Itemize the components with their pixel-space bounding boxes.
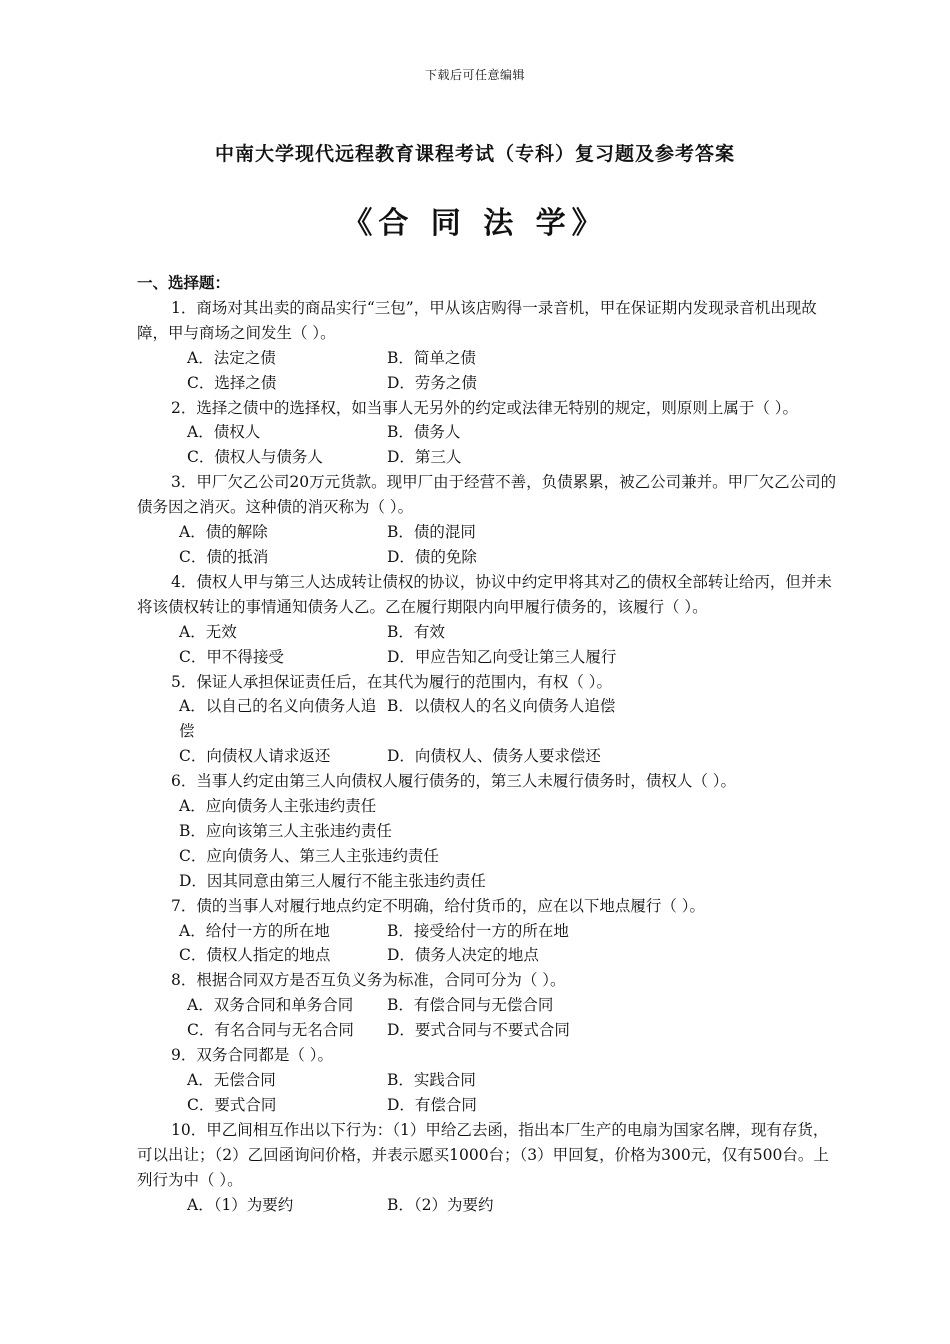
option: D．向债权人、债务人要求偿还 bbox=[387, 747, 601, 766]
question-text: 6．当事人约定由第三人向债权人履行债务的，第三人未履行债务时，债权人（ ）。 bbox=[171, 772, 737, 791]
exam-title: 中南大学现代远程教育课程考试（专科）复习题及参考答案 bbox=[214, 143, 735, 165]
option: A．以自己的名义向债务人追偿 bbox=[179, 697, 377, 741]
option: D．第三人 bbox=[387, 448, 462, 467]
option: D．债务人决定的地点 bbox=[387, 946, 539, 965]
option-row bbox=[137, 420, 837, 445]
option: D．因其同意由第三人履行不能主张违约责任 bbox=[179, 871, 486, 890]
section-heading: 一、选择题： bbox=[137, 273, 231, 292]
option: B．以债权人的名义向债务人追偿 bbox=[387, 697, 616, 716]
option: D．有偿合同 bbox=[387, 1095, 477, 1114]
option: A．无效 bbox=[179, 622, 237, 641]
question-text: 7．债的当事人对履行地点约定不明确，给付货币的，应在以下地点履行（ ）。 bbox=[171, 896, 706, 915]
option-row bbox=[137, 545, 837, 570]
question-list bbox=[137, 271, 837, 1217]
option: A．债的解除 bbox=[179, 523, 268, 542]
option-row bbox=[137, 744, 837, 769]
option: C．有名合同与无名合同 bbox=[187, 1021, 354, 1040]
question-text: 4．债权人甲与第三人达成转让债权的协议，协议中约定甲将其对乙的债权全部转让给丙，但并未将该债权转让的事情通知债务人乙。乙在履行期限内向甲履行债务的，该履行（ ）。 bbox=[137, 572, 832, 616]
option-row bbox=[137, 694, 837, 744]
option: B．简单之债 bbox=[387, 348, 476, 367]
question-text: 8．根据合同双方是否互负义务为标准，合同可分为（ ）。 bbox=[171, 971, 566, 990]
option: C．甲不得接受 bbox=[179, 647, 284, 666]
option: A．法定之债 bbox=[187, 348, 276, 367]
question-text: 5．保证人承担保证责任后，在其代为履行的范围内，有权（ ）。 bbox=[171, 672, 613, 691]
option: A．应向债务人主张违约责任 bbox=[179, 797, 377, 816]
option: C．应向债务人、第三人主张违约责任 bbox=[179, 846, 439, 865]
option: A．无偿合同 bbox=[187, 1071, 276, 1089]
option: D．甲应告知乙向受让第三人履行 bbox=[387, 647, 617, 666]
option-row bbox=[137, 1068, 837, 1093]
option-row bbox=[137, 346, 837, 371]
option: A．（1）为要约 bbox=[187, 1195, 294, 1214]
option: C．要式合同 bbox=[187, 1095, 277, 1114]
option-row bbox=[137, 620, 837, 645]
question-text: 3．甲厂欠乙公司20万元货款。现甲厂由于经营不善，负债累累，被乙公司兼并。甲厂欠乙公司的债务因之消灭。这种债的消灭称为（ ）。 bbox=[137, 473, 837, 517]
option-row bbox=[137, 919, 837, 944]
option: C．债权人与债务人 bbox=[187, 448, 323, 467]
question-text: 9．双务合同都是（ ）。 bbox=[171, 1046, 334, 1065]
option-row bbox=[137, 993, 837, 1018]
option: B．应向该第三人主张违约责任 bbox=[179, 821, 392, 840]
option-row bbox=[137, 1018, 837, 1043]
option: A．给付一方的所在地 bbox=[179, 921, 330, 940]
option: B．有效 bbox=[387, 622, 445, 641]
option: C．选择之债 bbox=[187, 373, 277, 392]
option: C．向债权人请求返还 bbox=[179, 747, 331, 766]
option: B．实践合同 bbox=[387, 1071, 476, 1089]
question-text: 10．甲乙间相互作出以下行为：（1）甲给乙去函，指出本厂生产的电扇为国家名牌，现有存货，可以出让；（2）乙回函询问价格，并表示愿买1000台；（3）甲回复，价格为300元，仅有500台。上列行为中（ ）。 bbox=[137, 1120, 829, 1189]
option-row bbox=[137, 371, 837, 396]
option-row bbox=[137, 943, 837, 968]
option: A．双务合同和单务合同 bbox=[187, 996, 354, 1015]
option-row bbox=[137, 445, 837, 470]
option-row bbox=[137, 1193, 837, 1218]
option-row bbox=[137, 1093, 837, 1118]
option: B．（2）为要约 bbox=[387, 1195, 494, 1214]
option: B．有偿合同与无偿合同 bbox=[387, 996, 554, 1015]
option: B．债务人 bbox=[387, 423, 461, 442]
question-text: 2．选择之债中的选择权，如当事人无另外的约定或法律无特别的规定，则原则上属于（ ）。 bbox=[171, 398, 799, 417]
option: C．债权人指定的地点 bbox=[179, 946, 331, 965]
question-text: 1．商场对其出卖的商品实行“三包”，甲从该店购得一录音机，甲在保证期内发现录音机出现故障，甲与商场之间发生（ ）。 bbox=[137, 298, 817, 342]
course-title: 《合 同 法 学》 bbox=[342, 206, 608, 241]
option-row bbox=[137, 645, 837, 670]
option: A．债权人 bbox=[187, 423, 261, 442]
option: B．接受给付一方的所在地 bbox=[387, 921, 569, 940]
option: B．债的混同 bbox=[387, 523, 476, 542]
option: C．债的抵消 bbox=[179, 547, 269, 566]
option: D．债的免除 bbox=[387, 547, 477, 566]
option: D．劳务之债 bbox=[387, 373, 477, 392]
header-note: 下载后可任意编辑 bbox=[424, 68, 525, 82]
option-row bbox=[137, 520, 837, 545]
option: D．要式合同与不要式合同 bbox=[387, 1021, 570, 1040]
